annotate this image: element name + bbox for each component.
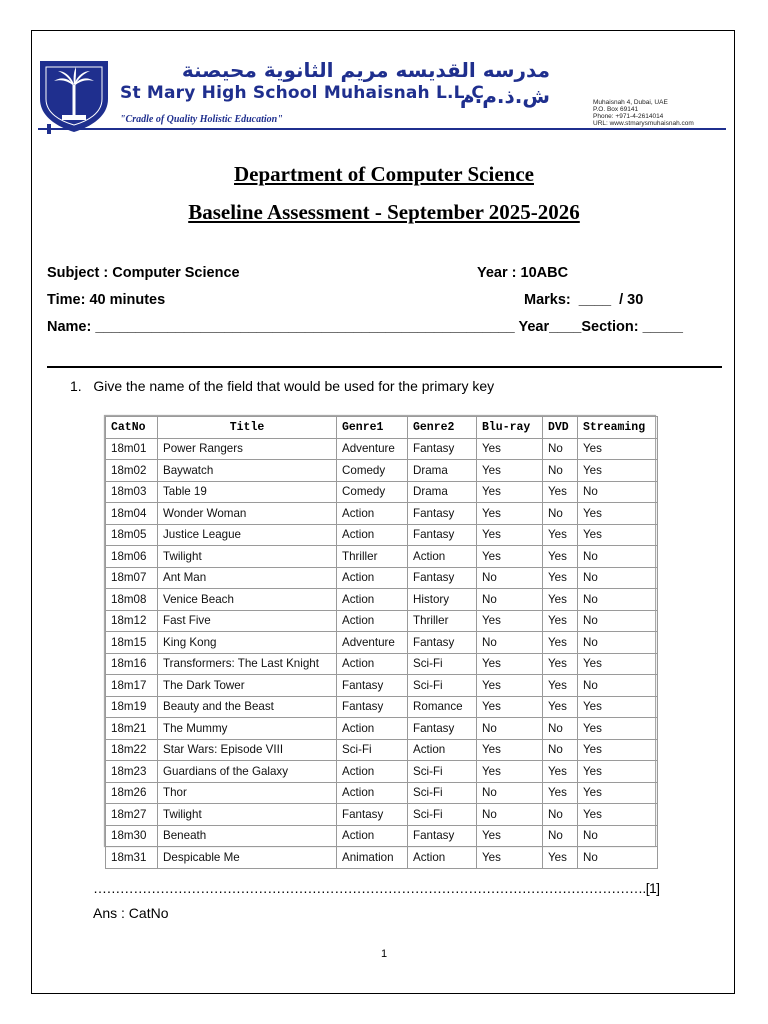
cell-title: King Kong [158,632,337,654]
cell-genre2: Drama [408,460,477,482]
cell-title: Guardians of the Galaxy [158,761,337,783]
cell-catno: 18m01 [106,438,158,460]
cell-genre1: Fantasy [337,675,408,697]
table-row [106,546,658,568]
cell-streaming: No [578,825,658,847]
table-row [106,739,658,761]
cell-bluray: No [477,804,543,826]
cell-dvd: No [543,739,578,761]
cell-streaming: No [578,632,658,654]
page-number: 1 [380,948,388,960]
cell-genre2: Action [408,546,477,568]
cell-title: Justice League [158,524,337,546]
cell-streaming: Yes [578,503,658,525]
question-1-text: 1. Give the name of the field that would be used for the primary key [70,378,495,394]
cell-bluray: Yes [477,696,543,718]
time-label: Time: 40 minutes [47,292,166,308]
cell-genre2: Sci-Fi [408,653,477,675]
cell-title: Fast Five [158,610,337,632]
contact-url: URL: www.stmarysmuhaisnah.com [593,120,694,127]
table-row [106,524,658,546]
cell-title: Twilight [158,804,337,826]
cell-dvd: Yes [543,847,578,869]
cell-streaming: No [578,567,658,589]
cell-streaming: No [578,481,658,503]
cell-genre1: Action [337,718,408,740]
cell-streaming: Yes [578,761,658,783]
cell-dvd: Yes [543,782,578,804]
cell-streaming: Yes [578,718,658,740]
cell-catno: 18m03 [106,481,158,503]
cell-title: Baywatch [158,460,337,482]
cell-catno: 18m23 [106,761,158,783]
cell-genre2: Sci-Fi [408,675,477,697]
cell-genre1: Comedy [337,481,408,503]
table-row [106,653,658,675]
cell-genre2: Romance [408,696,477,718]
cell-bluray: Yes [477,653,543,675]
cell-catno: 18m31 [106,847,158,869]
table-row [106,825,658,847]
cell-bluray: No [477,567,543,589]
contact-address: Muhaisnah 4, Dubai, UAE [593,99,668,106]
cell-dvd: Yes [543,761,578,783]
cell-dvd: Yes [543,675,578,697]
cell-title: Power Rangers [158,438,337,460]
cell-dvd: Yes [543,524,578,546]
cell-streaming: Yes [578,460,658,482]
cell-title: Twilight [158,546,337,568]
cell-genre2: Drama [408,481,477,503]
table-row [106,460,658,482]
cell-genre1: Action [337,825,408,847]
cell-catno: 18m12 [106,610,158,632]
cell-genre2: Fantasy [408,567,477,589]
cell-genre1: Action [337,524,408,546]
table-row [106,847,658,869]
cell-catno: 18m17 [106,675,158,697]
section-divider [47,366,722,368]
table-row [106,481,658,503]
cell-genre2: Fantasy [408,825,477,847]
header-divider [38,128,726,130]
cell-title: The Mummy [158,718,337,740]
cell-bluray: Yes [477,546,543,568]
cell-catno: 18m16 [106,653,158,675]
cell-catno: 18m21 [106,718,158,740]
department-title: Department of Computer Science [234,162,534,186]
cell-title: Beneath [158,825,337,847]
cell-dvd: Yes [543,546,578,568]
table-row [106,718,658,740]
cell-genre1: Action [337,589,408,611]
cell-genre1: Animation [337,847,408,869]
cell-genre2: Fantasy [408,632,477,654]
cell-title: Despicable Me [158,847,337,869]
cell-dvd: No [543,460,578,482]
cell-dvd: Yes [543,589,578,611]
cell-title: Venice Beach [158,589,337,611]
cell-dvd: No [543,503,578,525]
cell-title: Ant Man [158,567,337,589]
cell-streaming: Yes [578,696,658,718]
cell-catno: 18m08 [106,589,158,611]
cell-bluray: No [477,782,543,804]
cell-streaming: Yes [578,782,658,804]
cell-title: The Dark Tower [158,675,337,697]
cell-catno: 18m02 [106,460,158,482]
cell-genre2: Sci-Fi [408,782,477,804]
answer-blank-line: …………………………………………………………………………………………………………….[1] [93,880,660,896]
cell-genre1: Action [337,567,408,589]
cell-streaming: Yes [578,653,658,675]
cell-bluray: Yes [477,481,543,503]
cell-streaming: No [578,847,658,869]
cell-bluray: Yes [477,438,543,460]
cell-catno: 18m04 [106,503,158,525]
cell-genre2: Fantasy [408,438,477,460]
cell-catno: 18m05 [106,524,158,546]
cell-dvd: Yes [543,567,578,589]
cell-streaming: No [578,675,658,697]
cell-catno: 18m27 [106,804,158,826]
cell-catno: 18m26 [106,782,158,804]
header-genre1: Genre1 [337,417,408,439]
cell-genre1: Sci-Fi [337,739,408,761]
table-row [106,761,658,783]
cell-genre1: Action [337,782,408,804]
cell-genre1: Action [337,653,408,675]
cell-catno: 18m19 [106,696,158,718]
table-row [106,696,658,718]
table-header-row [106,417,658,439]
movies-table-container [104,415,656,864]
cell-genre2: Action [408,739,477,761]
table-row [106,438,658,460]
cell-bluray: Yes [477,675,543,697]
cell-bluray: Yes [477,610,543,632]
cell-genre1: Fantasy [337,804,408,826]
school-contact-block [593,99,694,127]
cell-title: Table 19 [158,481,337,503]
cell-catno: 18m06 [106,546,158,568]
table-row [106,503,658,525]
marks-field: Marks: ____ / 30 [524,292,644,308]
cell-streaming: No [578,589,658,611]
cell-bluray: No [477,718,543,740]
cell-title: Transformers: The Last Knight [158,653,337,675]
cell-genre1: Action [337,761,408,783]
table-row [106,675,658,697]
name-year-section-line: Name: ____________________________________________________ Year____Section: _____ [47,319,683,335]
cell-bluray: No [477,589,543,611]
cell-genre1: Thriller [337,546,408,568]
cell-streaming: Yes [578,739,658,761]
table-row [106,610,658,632]
cell-genre2: Fantasy [408,718,477,740]
cell-genre1: Fantasy [337,696,408,718]
header-bluray: Blu-ray [477,417,543,439]
answer-text: Ans : CatNo [93,905,169,921]
cell-catno: 18m30 [106,825,158,847]
table-row [106,589,658,611]
cell-bluray: Yes [477,460,543,482]
cell-streaming: Yes [578,438,658,460]
contact-po-box: P.O. Box 69141 [593,106,639,113]
contact-phone: Phone: +971-4-2614014 [593,113,664,120]
cell-genre2: Fantasy [408,524,477,546]
header-catno: CatNo [106,417,158,439]
header-title: Title [158,417,337,439]
table-row [106,632,658,654]
subject-label: Subject : Computer Science [47,265,240,281]
cell-title: Wonder Woman [158,503,337,525]
cell-genre1: Adventure [337,632,408,654]
cell-bluray: Yes [477,739,543,761]
cell-bluray: Yes [477,761,543,783]
cell-dvd: No [543,804,578,826]
header-streaming: Streaming [578,417,658,439]
cell-streaming: No [578,546,658,568]
movies-table [105,416,658,869]
school-name: St Mary High School Muhaisnah L.L.C [120,83,485,103]
cell-genre2: Thriller [408,610,477,632]
cell-dvd: Yes [543,653,578,675]
cell-bluray: No [477,632,543,654]
cell-dvd: No [543,718,578,740]
cell-dvd: Yes [543,696,578,718]
table-row [106,567,658,589]
cell-title: Star Wars: Episode VIII [158,739,337,761]
cell-bluray: Yes [477,503,543,525]
table-row [106,782,658,804]
cell-bluray: Yes [477,847,543,869]
cell-bluray: Yes [477,825,543,847]
cell-streaming: No [578,610,658,632]
cell-genre2: History [408,589,477,611]
header-dvd: DVD [543,417,578,439]
cell-dvd: Yes [543,481,578,503]
cell-catno: 18m22 [106,739,158,761]
cell-genre2: Sci-Fi [408,804,477,826]
cell-dvd: Yes [543,610,578,632]
cell-streaming: Yes [578,524,658,546]
table-row [106,804,658,826]
cell-genre1: Action [337,610,408,632]
cell-dvd: Yes [543,632,578,654]
header-genre2: Genre2 [408,417,477,439]
cell-catno: 18m07 [106,567,158,589]
cell-genre2: Fantasy [408,503,477,525]
cell-title: Beauty and the Beast [158,696,337,718]
assessment-title: Baseline Assessment - September 2025-2026 [188,200,580,224]
school-name-arabic: مدرسه القديسه مريم الثانوية محيصنة ش.ذ.م.م [181,58,550,108]
cell-dvd: No [543,825,578,847]
cell-genre2: Action [408,847,477,869]
cell-genre1: Comedy [337,460,408,482]
header-divider-tick [47,124,51,134]
cell-streaming: Yes [578,804,658,826]
cell-genre1: Adventure [337,438,408,460]
school-motto: "Cradle of Quality Holistic Education" [120,114,283,125]
cell-genre2: Sci-Fi [408,761,477,783]
cell-dvd: No [543,438,578,460]
cell-genre1: Action [337,503,408,525]
school-crest-logo [38,59,110,133]
cell-bluray: Yes [477,524,543,546]
cell-catno: 18m15 [106,632,158,654]
cell-title: Thor [158,782,337,804]
year-label: Year : 10ABC [477,265,569,281]
